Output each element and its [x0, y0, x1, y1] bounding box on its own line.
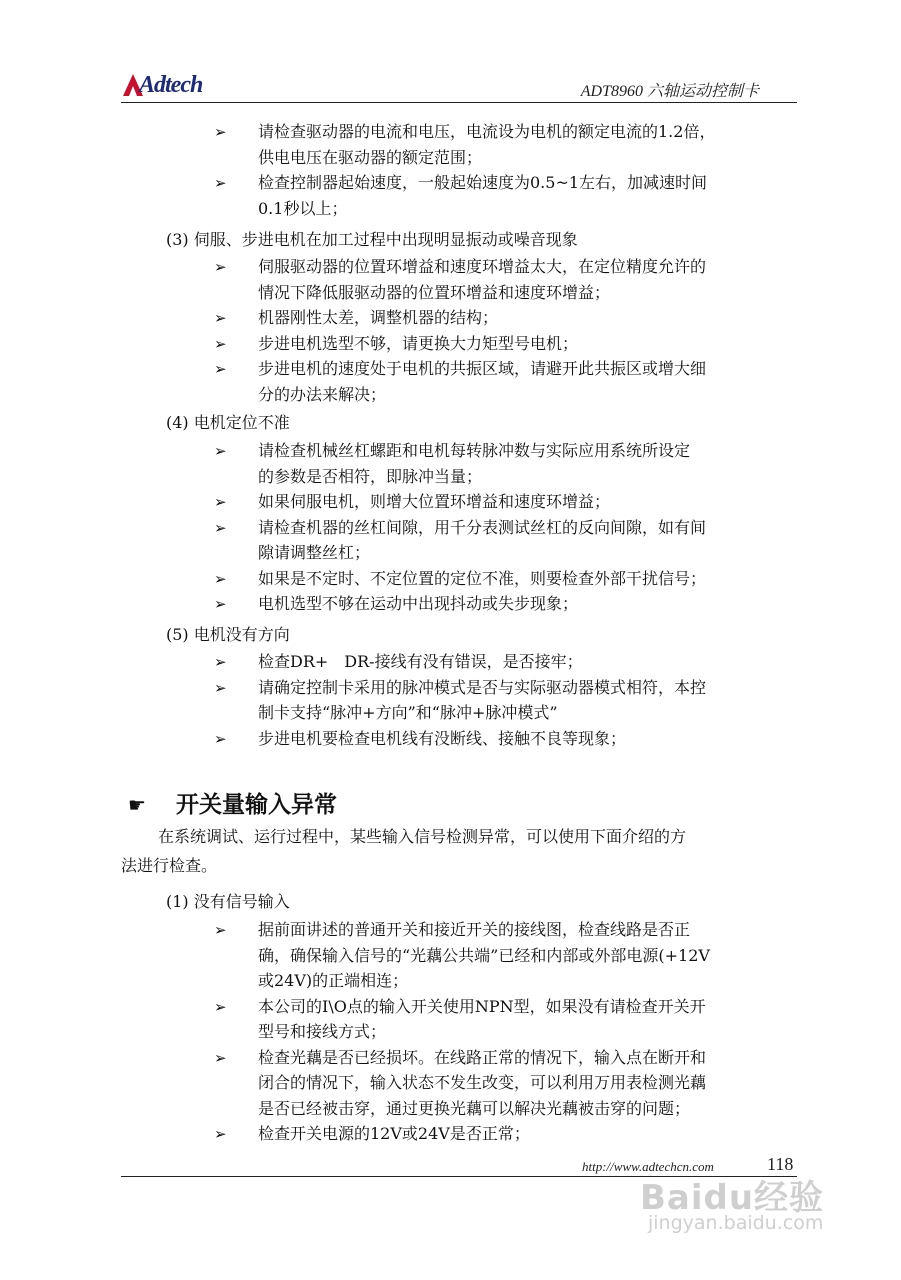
list-item-line: 步进电机选型不够，请更换大力矩型号电机； — [258, 333, 579, 353]
bullet-arrow-icon: ➢ — [214, 518, 227, 537]
list-item-line: 如果伺服电机，则增大位置环增益和速度环增益； — [258, 492, 611, 511]
list-item-line: 请确定控制卡采用的脉冲模式是否与实际驱动器模式相符，本控 — [258, 677, 707, 697]
section-intro-line: 在系统调试、运行过程中，某些输入信号检测异常，可以使用下面介绍的方 — [158, 827, 687, 846]
list-item-line: 步进电机的速度处于电机的共振区域，请避开此共振区或增大细 — [258, 359, 707, 378]
bullet-arrow-icon: ➢ — [214, 334, 227, 353]
list-item-line: 如果是不定时、不定位置的定位不准，则要检查外部干扰信号； — [258, 568, 707, 588]
bullet-arrow-icon: ➢ — [214, 360, 227, 378]
bullet-arrow-icon: ➢ — [214, 493, 227, 511]
list-item-line: 检查控制器起始速度，一般起始速度为0.5~1左右，加减速时间 — [258, 173, 708, 192]
list-item-line: 请检查机器的丝杠间隙，用千分表测试丝杠的反向间隙，如有间 — [258, 517, 707, 537]
watermark-brand: Baidu经验 — [640, 1178, 825, 1218]
item-heading-4: (4) 电机定位不准 — [166, 413, 290, 432]
list-item-line: 请检查驱动器的电流和电压，电流设为电机的额定电流的1.2倍， — [258, 122, 716, 141]
list-item-line: 检查开关电源的12V或24V是否正常； — [258, 1124, 530, 1143]
bullet-arrow-icon: ➢ — [214, 997, 227, 1016]
list-item-line: 供电电压在驱动器的额定范围； — [258, 147, 483, 167]
list-item-line: 的参数是否相符，即脉冲当量； — [258, 466, 483, 486]
page-number: 118 — [767, 1154, 794, 1174]
bullet-arrow-icon: ➢ — [214, 569, 227, 588]
list-item-line: 伺服驱动器的位置环增益和速度环增益太大，在定位精度允许的 — [258, 257, 707, 276]
header-title: ADT8960 六轴运动控制卡 — [580, 83, 759, 100]
logo-text: Adtech — [139, 72, 203, 98]
list-item-line: 隙请调整丝杠； — [258, 543, 371, 562]
bullet-arrow-icon: ➢ — [214, 921, 227, 939]
list-item-line: 情况下降低服驱动器的位置环增益和速度环增益； — [258, 282, 611, 302]
bullet-arrow-icon: ➢ — [214, 174, 227, 192]
section-heading — [128, 786, 337, 819]
pointing-hand-icon: ☛ — [128, 793, 146, 817]
list-item-line: 或24V)的正端相连； — [258, 971, 409, 990]
bullet-arrow-icon: ➢ — [214, 653, 227, 671]
list-item-line: 据前面讲述的普通开关和接近开关的接线图，检查线路是否正 — [258, 920, 691, 939]
list-item-line: 确，确保输入信号的“光藕公共端”已经和内部或外部电源(+12V — [258, 945, 710, 965]
list-item-line: 本公司的I\O点的输入开关使用NPN型，如果没有请检查开关开 — [258, 996, 706, 1016]
bullet-arrow-icon: ➢ — [214, 1048, 227, 1067]
list-item-line: 闭合的情况下，输入状态不发生改变，可以利用万用表检测光藕 — [258, 1073, 707, 1092]
bullet-arrow-icon: ➢ — [214, 309, 227, 327]
list-item-line: 步进电机要检查电机线有没断线、接触不良等现象； — [258, 728, 627, 748]
watermark-url: jingyan.baidu.com — [648, 1212, 824, 1234]
adtech-logo — [121, 70, 203, 100]
bullet-arrow-icon: ➢ — [214, 678, 227, 697]
sub-heading-1: (1) 没有信号输入 — [166, 892, 290, 911]
list-item-line: 型号和接线方式； — [258, 1022, 387, 1041]
list-item-line: 检查光藕是否已经损坏。在线路正常的情况下，输入点在断开和 — [258, 1047, 707, 1067]
list-item-line: 分的办法来解决； — [258, 384, 387, 404]
list-item-line: 制卡支持“脉冲+方向”和“脉冲+脉冲模式” — [258, 703, 558, 722]
footer-url: http://www.adtechcn.com — [582, 1159, 714, 1174]
section-title: 开关量输入异常 — [176, 792, 337, 818]
list-item-line: 0.1秒以上； — [258, 198, 348, 218]
list-item-line: 机器刚性太差，调整机器的结构； — [258, 308, 499, 327]
list-item-line: 是否已经被击穿，通过更换光藕可以解决光藕被击穿的问题； — [258, 1098, 691, 1118]
header-rule — [121, 102, 797, 103]
bullet-arrow-icon: ➢ — [214, 729, 227, 748]
bullet-arrow-icon: ➢ — [214, 595, 227, 613]
list-item-line: 电机选型不够在运动中出现抖动或失步现象； — [258, 594, 579, 613]
section-intro-line: 法进行检查。 — [121, 856, 218, 875]
bullet-arrow-icon: ➢ — [214, 258, 227, 276]
list-item-line: 请检查机械丝杠螺距和电机每转脉冲数与实际应用系统所设定 — [258, 441, 691, 460]
bullet-arrow-icon: ➢ — [214, 1125, 227, 1143]
bullet-arrow-icon: ➢ — [214, 123, 227, 141]
item-heading-3: (3) 伺服、步进电机在加工过程中出现明显振动或噪音现象 — [166, 230, 578, 249]
list-item-line: 检查DR+ DR-接线有没有错误，是否接牢； — [258, 652, 583, 671]
item-heading-5: (5) 电机没有方向 — [166, 625, 290, 644]
bullet-arrow-icon: ➢ — [214, 442, 227, 460]
